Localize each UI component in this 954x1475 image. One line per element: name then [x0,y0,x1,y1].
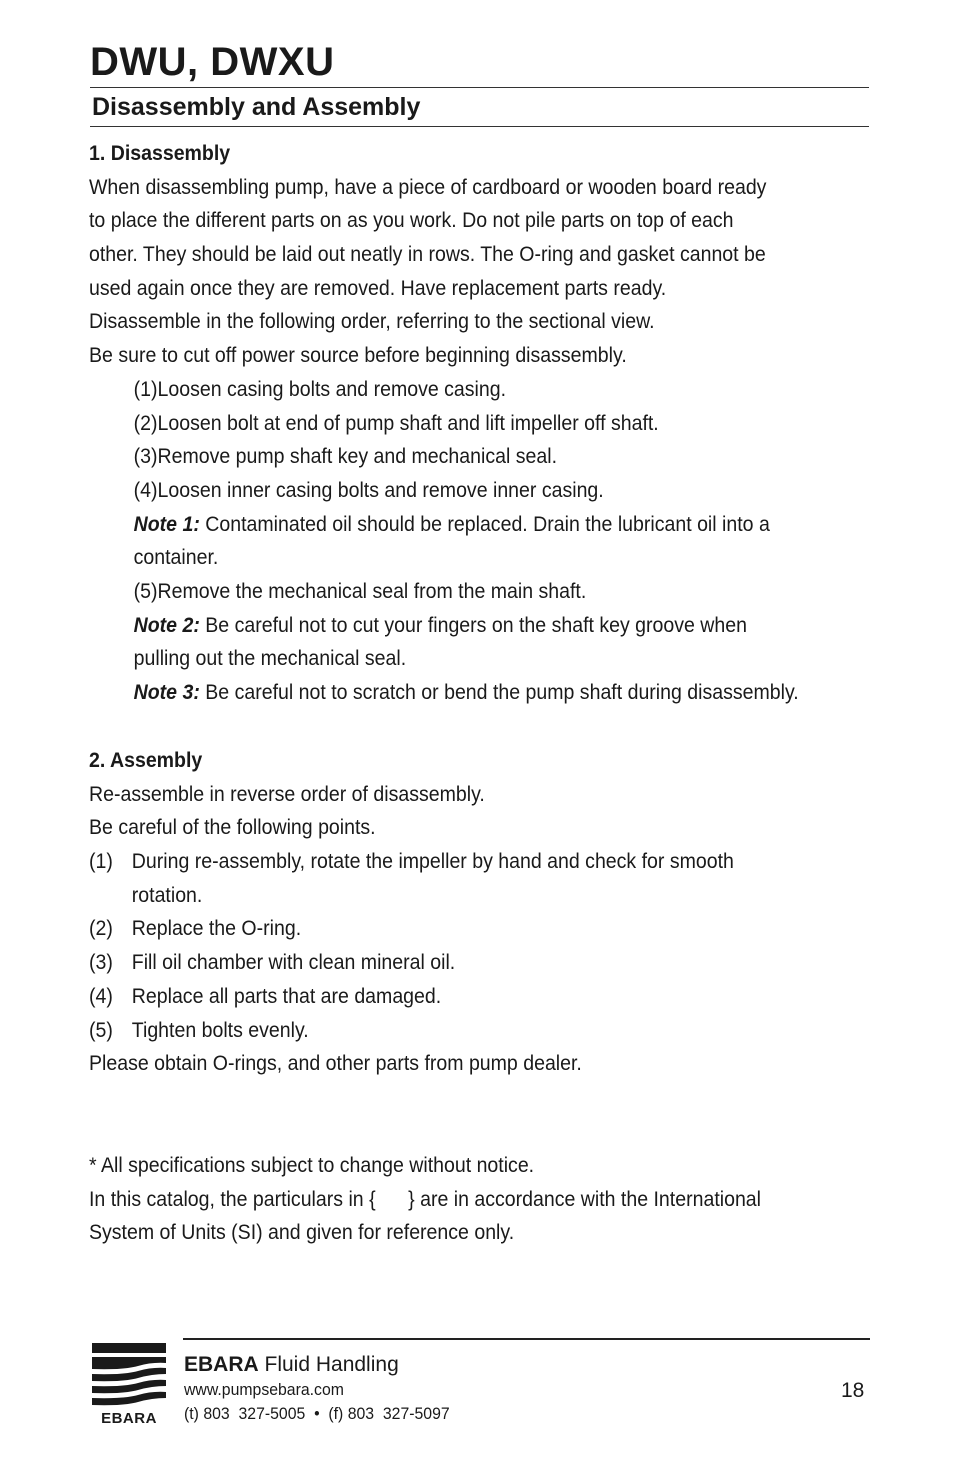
logo-wordmark: EBARA [101,1410,157,1425]
item-number: (2) [89,917,113,941]
page-number: 18 [841,1379,865,1402]
disassembly-paragraph-line: to place the different parts on as you work. Do not pile parts on top of each [89,209,734,233]
disclaimer-line: * All specifications subject to change without notice. [89,1154,535,1177]
note-2-continuation: pulling out the mechanical seal. [133,647,407,671]
disassembly-paragraph-line: Disassemble in the following order, referring to the sectional view. [89,310,655,334]
note-2-label: Note 2: [133,613,200,637]
brand-rest: Fluid Handling [258,1353,399,1376]
disassembly-paragraph-line: When disassembling pump, have a piece of cardboard or wooden board ready [89,175,767,199]
disassembly-step-3: (3)Remove pump shaft key and mechanical seal. [133,445,558,469]
note-3 [89,676,824,710]
disclaimer-line: In this catalog, the particulars in { } are in accordance with the International [89,1187,762,1211]
assembly-item-1 [89,845,824,879]
contact-phone-fax: (t) 803 327-5005 • (f) 803 327-5097 [184,1404,450,1423]
assembly-closing: Please obtain O-rings, and other parts from pump dealer. [89,1052,582,1076]
item-number: (1) [89,850,113,874]
item-text: Replace all parts that are damaged. [131,984,442,1008]
title-divider [90,87,869,88]
assembly-item-4 [89,980,824,1014]
note-3-text: Be careful not to scratch or bend the pump shaft during disassembly. [199,681,799,704]
subtitle-divider [90,126,869,127]
disassembly-paragraph-line: used again once they are removed. Have replacement parts ready. [89,276,667,300]
disclaimer [89,1149,824,1250]
brand-bold: EBARA [184,1353,259,1376]
assembly-item-1-continuation: rotation. [131,883,203,907]
disassembly-heading: 1. Disassembly [89,142,231,165]
note-2-text: Be careful not to cut your fingers on the shaft key groove when [199,613,748,637]
note-1-label: Note 1: [133,512,200,536]
assembly-item-3 [89,946,824,980]
company-name [184,1352,399,1378]
assembly-section [89,744,824,1081]
section-subtitle: Disassembly and Assembly [92,93,421,121]
item-number: (3) [89,951,113,975]
assembly-intro: Be careful of the following points. [89,816,376,840]
disassembly-paragraph-line: Be sure to cut off power source before beginning disassembly. [89,344,627,368]
assembly-item-5 [89,1014,824,1048]
disassembly-step-5: (5)Remove the mechanical seal from the main shaft. [133,579,587,603]
assembly-heading: 2. Assembly [89,749,203,772]
disassembly-section [89,137,824,710]
item-text: Tighten bolts evenly. [131,1018,309,1042]
disclaimer-line: System of Units (SI) and given for reference only. [89,1221,515,1245]
note-2 [89,609,824,643]
disassembly-step-1: (1)Loosen casing bolts and remove casing. [133,377,507,401]
assembly-item-2 [89,912,824,946]
note-1 [89,508,824,542]
note-1-continuation: container. [133,546,219,570]
disassembly-step-4: (4)Loosen inner casing bolts and remove inner casing. [133,478,604,502]
assembly-intro: Re-assemble in reverse order of disassembly. [89,782,485,806]
item-text: Replace the O-ring. [131,917,302,941]
item-text: Fill oil chamber with clean mineral oil. [131,951,456,975]
disassembly-step-2: (2)Loosen bolt at end of pump shaft and lift impeller off shaft. [133,411,659,435]
company-website[interactable]: www.pumpsebara.com [184,1380,344,1399]
item-text: During re-assembly, rotate the impeller by hand and check for smooth [131,850,734,874]
note-1-text: Contaminated oil should be replaced. Drain the lubricant oil into a [199,512,770,536]
item-number: (4) [89,984,113,1008]
footer-divider [183,1338,870,1340]
item-number: (5) [89,1018,113,1042]
ebara-logo-icon [90,1341,168,1425]
page-title: DWU, DWXU [90,40,335,84]
disassembly-paragraph-line: other. They should be laid out neatly in rows. The O-ring and gasket cannot be [89,243,766,267]
note-3-label: Note 3: [133,681,200,704]
